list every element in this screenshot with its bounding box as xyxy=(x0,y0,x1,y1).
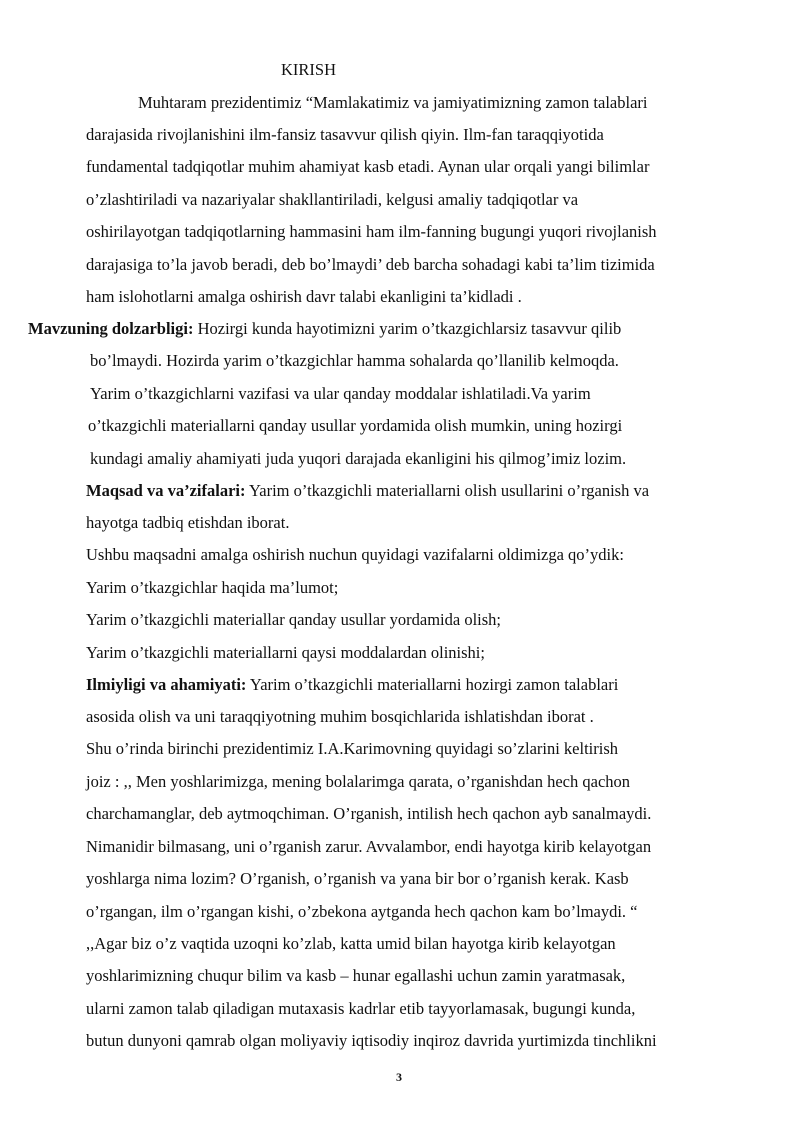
intro-line: darajasiga to’la javob beradi, deb bo’lmaydi’ deb barcha sohadagi kabi ta’lim tizimida xyxy=(86,255,655,274)
dolzarblik-line: o’tkazgichli materiallarni qanday usullar yordamida olish mumkin, uning hozirgi xyxy=(88,416,623,435)
dolzarblik-first-line: Hozirgi kunda hayotimizni yarim o’tkazgichlarsiz tasavvur qilib xyxy=(193,319,622,338)
dolzarblik-line: kundagi amaliy ahamiyati juda yuqori darajada ekanligini his qilmog’imiz lozim. xyxy=(90,449,627,468)
maqsad-line: Yarim o’tkazgichlar haqida ma’lumot; xyxy=(86,578,339,597)
ilmiyligi-line: asosida olish va uni taraqqiyotning muhim bosqichlarida ishlatishdan iborat . xyxy=(86,707,594,726)
page-number: 3 xyxy=(396,1070,402,1084)
ilmiyligi-line: joiz : ,, Men yoshlarimizga, mening bolalarimga qarata, o’rganishdan hech qachon xyxy=(86,772,631,791)
ilmiyligi-line: Nimanidir bilmasang, uni o’rganish zarur. Avvalambor, endi hayotga kirib kelayotgan xyxy=(86,837,652,856)
ilmiyligi-paragraph xyxy=(86,675,618,695)
maqsad-line: Yarim o’tkazgichli materiallar qanday usullar yordamida olish; xyxy=(86,610,501,629)
page-title: KIRISH xyxy=(281,60,337,79)
intro-line: oshirilayotgan tadqiqotlarning hammasini ham ilm-fanning bugungi yuqori rivojlanish xyxy=(86,222,657,241)
maqsad-first-line: Yarim o’tkazgichli materiallarni olish usullarini o’rganish va xyxy=(245,481,650,500)
ilmiyligi-line: yoshlarimizning chuqur bilim va kasb – hunar egallashi uchun zamin yaratmasak, xyxy=(86,966,626,985)
maqsad-heading: Maqsad va va’zifalari: xyxy=(86,481,246,500)
ilmiyligi-line: butun dunyoni qamrab olgan moliyaviy iqtisodiy inqiroz davrida yurtimizda tinchlikni xyxy=(86,1031,657,1050)
ilmiyligi-line: o’rgangan, ilm o’rgangan kishi, o’zbekona aytganda hech qachon kam bo’lmaydi. “ xyxy=(86,902,638,921)
dolzarblik-heading: Mavzuning dolzarbligi: xyxy=(28,319,194,338)
dolzarblik-line: bo’lmaydi. Hozirda yarim o’tkazgichlar hamma sohalarda qo’llanilib kelmoqda. xyxy=(90,351,619,370)
ilmiyligi-line: charchamanglar, deb aytmoqchiman. O’rganish, intilish hech qachon ayb sanalmaydi. xyxy=(86,804,652,823)
dolzarblik-paragraph xyxy=(28,319,621,339)
ilmiyligi-line: Shu o’rinda birinchi prezidentimiz I.A.Karimovning quyidagi so’zlarini keltirish xyxy=(86,739,619,758)
intro-line: ham islohotlarni amalga oshirish davr talabi ekanligini ta’kidladi . xyxy=(86,287,522,306)
intro-line: Muhtaram prezidentimiz “Mamlakatimiz va jamiyatimizning zamon talablari xyxy=(138,93,648,112)
ilmiyligi-line: ularni zamon talab qiladigan mutaxasis kadrlar etib tayyorlamasak, bugungi kunda, xyxy=(86,999,636,1018)
intro-line: darajasida rivojlanishini ilm-fansiz tasavvur qilish qiyin. Ilm-fan taraqqiyotida xyxy=(86,125,604,144)
maqsad-line: Yarim o’tkazgichli materiallarni qaysi moddalardan olinishi; xyxy=(86,643,485,662)
ilmiyligi-line: ,,Agar biz o’z vaqtida uzoqni ko’zlab, katta umid bilan hayotga kirib kelayotgan xyxy=(86,934,616,953)
ilmiyligi-first-line: Yarim o’tkazgichli materiallarni hozirgi zamon talablari xyxy=(246,675,619,694)
intro-line: fundamental tadqiqotlar muhim ahamiyat kasb etadi. Aynan ular orqali yangi bilimlar xyxy=(86,157,650,176)
maqsad-paragraph xyxy=(86,481,649,501)
ilmiyligi-line: yoshlarga nima lozim? O’rganish, o’rganish va yana bir bor o’rganish kerak. Kasb xyxy=(86,869,629,888)
dolzarblik-line: Yarim o’tkazgichlarni vazifasi va ular qanday moddalar ishlatiladi.Va yarim xyxy=(90,384,591,403)
maqsad-line: Ushbu maqsadni amalga oshirish nuchun quyidagi vazifalarni oldimizga qo’ydik: xyxy=(86,545,624,564)
intro-line: o’zlashtiriladi va nazariyalar shakllantiriladi, kelgusi amaliy tadqiqotlar va xyxy=(86,190,579,209)
ilmiyligi-heading: Ilmiyligi va ahamiyati: xyxy=(86,675,247,694)
maqsad-line: hayotga tadbiq etishdan iborat. xyxy=(86,513,290,532)
